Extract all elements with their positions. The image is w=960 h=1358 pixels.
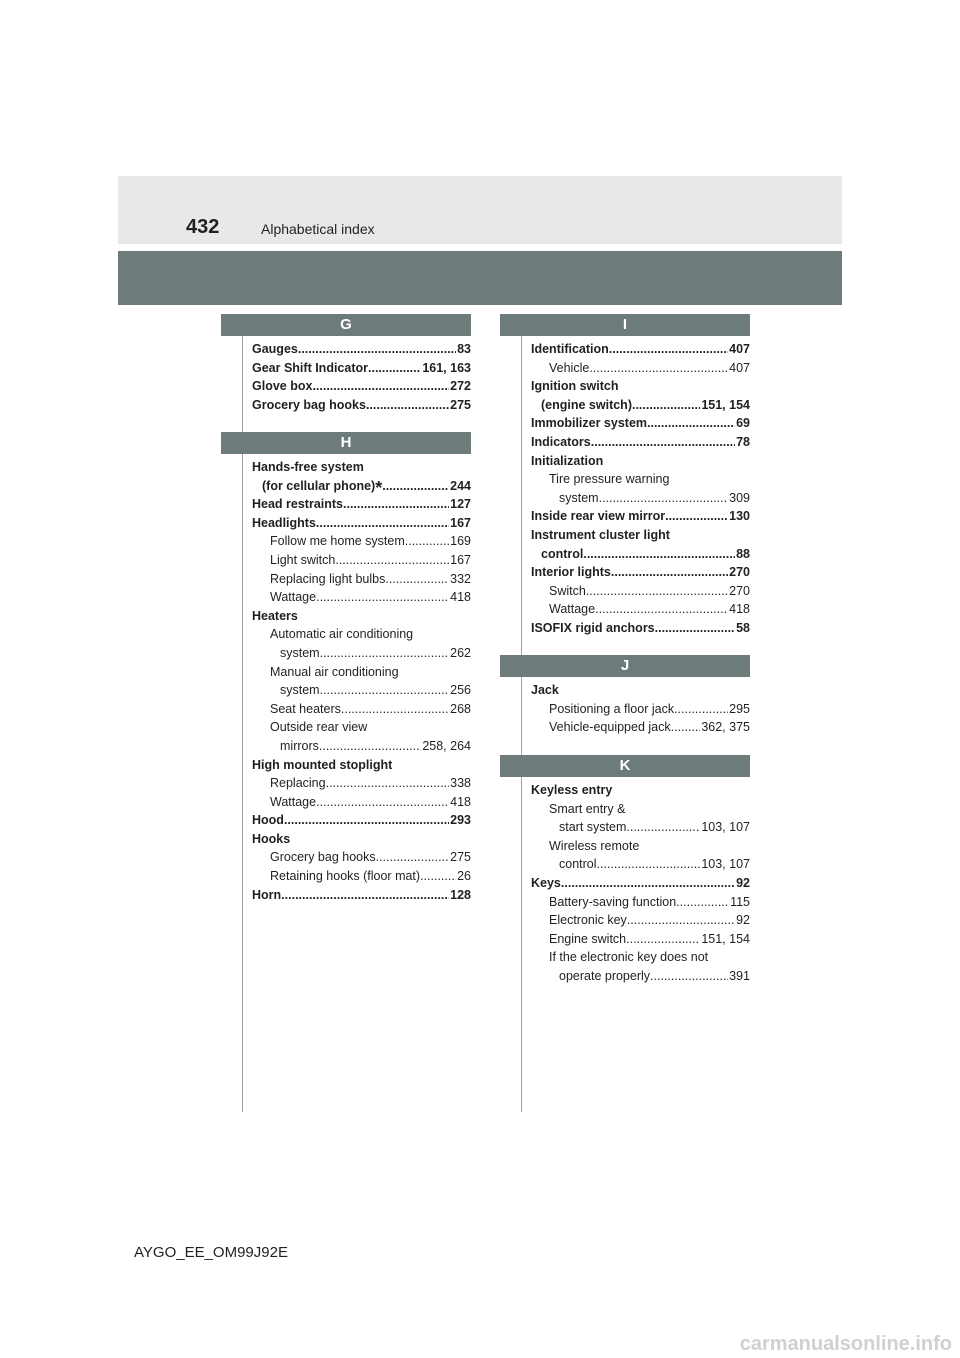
index-entry: Heaters [252, 608, 298, 623]
index-entry: Grocery bag hooks ..... 275 [252, 396, 471, 415]
document-code: AYGO_EE_OM99J92E [134, 1244, 288, 1261]
letter-heading-g: G [221, 314, 471, 336]
index-entry: ISOFIX rigid anchors ..... 58 [531, 619, 750, 638]
index-entry: Hands-free system [252, 460, 364, 474]
index-entry: Hooks [252, 831, 291, 846]
header-dark-band [118, 251, 842, 305]
index-subentry: Seat heaters ..... 268 [252, 700, 471, 719]
index-entry: Hood ..... 293 [252, 811, 471, 830]
index-subentry: Automatic air conditioning [270, 627, 414, 642]
index-entry: Interior lights ..... 270 [531, 563, 750, 582]
index-group-k [531, 781, 750, 986]
index-subentry: system ..... 262 [252, 644, 471, 663]
header-band [118, 176, 842, 244]
index-subentry: Grocery bag hooks ..... 275 [252, 848, 471, 867]
index-entry: Keys ..... 92 [531, 874, 750, 893]
index-subentry: Wireless remote [549, 838, 640, 853]
index-subentry: Retaining hooks (floor mat) ..... 26 [252, 867, 471, 886]
index-entry: Indicators ..... 78 [531, 433, 750, 452]
letter-heading-k: K [500, 755, 750, 777]
index-subentry: Engine switch ..... 151, 154 [531, 930, 750, 949]
right-column-rule [521, 334, 522, 1112]
index-entry: Glove box ..... 272 [252, 377, 471, 396]
index-entry: Initialization [531, 453, 604, 468]
index-subentry: operate properly ..... 391 [531, 967, 750, 986]
index-subentry: Switch ..... 270 [531, 582, 750, 601]
index-subentry: Light switch ..... 167 [252, 551, 471, 570]
letter-heading-h: H [221, 432, 471, 454]
index-entry: (for cellular phone)* ..... 244 [252, 477, 471, 496]
index-subentry: Battery-saving function ..... 115 [531, 893, 750, 912]
index-subentry: Electronic key ..... 92 [531, 911, 750, 930]
index-entry: High mounted stoplight [252, 757, 393, 772]
index-subentry: start system ..... 103, 107 [531, 818, 750, 837]
index-entry: Keyless entry [531, 783, 613, 797]
index-group-j [531, 681, 750, 737]
index-subentry: Vehicle ..... 407 [531, 359, 750, 378]
index-subentry: If the electronic key does not [549, 950, 709, 965]
index-entry: control ..... 88 [531, 545, 750, 564]
index-subentry: Outside rear view [270, 720, 368, 735]
index-subentry: system ..... 309 [531, 489, 750, 508]
index-group-g [252, 340, 471, 414]
index-entry: Head restraints ..... 127 [252, 495, 471, 514]
index-subentry: Tire pressure warning [549, 472, 670, 487]
index-subentry: Replacing light bulbs ..... 332 [252, 570, 471, 589]
index-subentry: mirrors ..... 258, 264 [252, 737, 471, 756]
page-number: 432 [186, 216, 220, 238]
index-subentry: system ..... 256 [252, 681, 471, 700]
index-entry: Gauges ..... 83 [252, 340, 471, 359]
index-entry: (engine switch) ..... 151, 154 [531, 396, 750, 415]
index-group-i [531, 340, 750, 638]
letter-heading-j: J [500, 655, 750, 677]
index-entry: Headlights ..... 167 [252, 514, 471, 533]
index-subentry: Manual air conditioning [270, 664, 399, 679]
index-subentry: control ..... 103, 107 [531, 855, 750, 874]
section-title: Alphabetical index [261, 221, 375, 237]
index-entry: Inside rear view mirror ..... 130 [531, 507, 750, 526]
watermark: carmanualsonline.info [739, 1333, 952, 1355]
index-subentry: Follow me home system ..... 169 [252, 532, 471, 551]
index-entry: Gear Shift Indicator ..... 161, 163 [252, 359, 471, 378]
index-subentry: Vehicle-equipped jack ..... 362, 375 [531, 718, 750, 737]
index-subentry: Wattage ..... 418 [252, 793, 471, 812]
index-subentry: Positioning a floor jack ..... 295 [531, 700, 750, 719]
letter-heading-i: I [500, 314, 750, 336]
index-entry: Instrument cluster light [531, 527, 670, 542]
index-subentry: Replacing ..... 338 [252, 774, 471, 793]
index-entry: Ignition switch [531, 379, 619, 394]
index-entry: Identification ..... 407 [531, 340, 750, 359]
footnote-asterisk: * [375, 477, 383, 496]
index-entry: Jack [531, 683, 559, 697]
index-entry: Horn ..... 128 [252, 886, 471, 905]
index-subentry: Wattage ..... 418 [252, 588, 471, 607]
index-group-h [252, 458, 471, 904]
index-subentry: Smart entry & [549, 801, 626, 816]
index-subentry: Wattage ..... 418 [531, 600, 750, 619]
index-entry: Immobilizer system ..... 69 [531, 414, 750, 433]
